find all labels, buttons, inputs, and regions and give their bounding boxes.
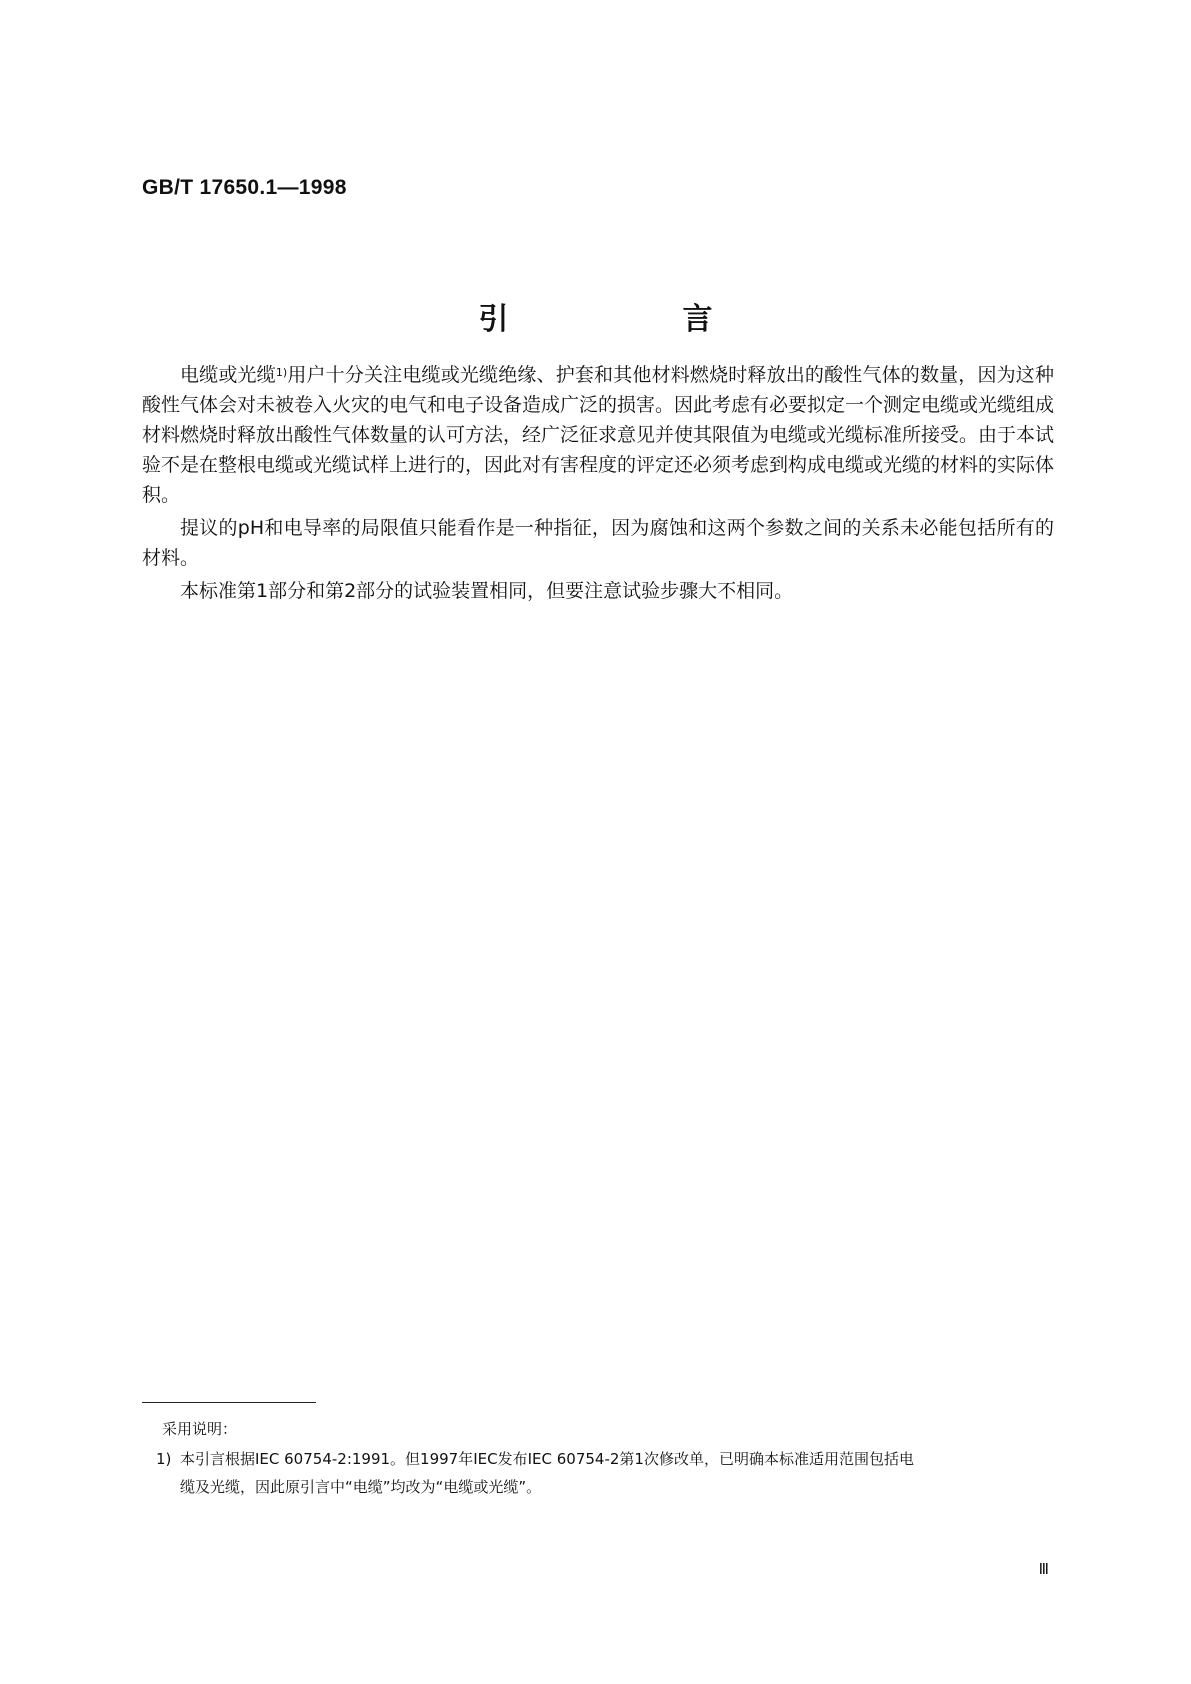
footnote-line-2: 缆及光缆，因此原引言中“电缆”均改为“电缆或光缆”。 xyxy=(180,1478,542,1496)
footnote-line-1 xyxy=(156,1445,1054,1473)
page-title: 引 言 xyxy=(478,302,785,337)
paragraph-1 xyxy=(142,360,1054,510)
paragraph-1-text-start: 电缆或光缆 xyxy=(180,364,276,386)
paragraph-3: 本标准第1部分和第2部分的试验装置相同，但要注意试验步骤大不相同。 xyxy=(180,580,794,602)
footnote-heading: 采用说明： xyxy=(162,1420,238,1438)
standard-number: GB/T 17650.1—1998 xyxy=(142,176,347,199)
footnote-marker: 1) xyxy=(156,1450,172,1468)
paragraph-1-text-rest: 用户十分关注电缆或光缆绝缘、护套和其他材料燃烧时释放出的酸性气体的数量，因为这种酸性气体会对未被卷入火灾的电气和电子设备造成广泛的损害。因此考虑有必要拟定一个测定电缆或光缆组成材料燃烧时释放出酸性气体数量的认可方法，经广泛征求意见并使其限值为电缆或光缆标准所接受。由于本试验不是在整根电缆或光缆试样上进行的，因此对有害程度的评定还必须考虑到构成电缆或光缆的材料的实际体积。 xyxy=(142,364,1055,506)
footnote xyxy=(156,1445,1054,1501)
paragraph-2: 提议的pH和电导率的局限值只能看作是一种指征，因为腐蚀和这两个参数之间的关系未必能包括所有的材料。 xyxy=(142,517,1054,569)
page-number: Ⅲ xyxy=(1038,1562,1049,1578)
body-text xyxy=(142,360,1054,609)
footnote-text-1: 本引言根据IEC 60754-2:1991。但1997年IEC发布IEC 60754-2第1次修改单，已明确本标准适用范围包括电 xyxy=(180,1450,914,1468)
footnote-divider xyxy=(142,1402,316,1403)
footnote-reference: 1) xyxy=(275,366,288,379)
